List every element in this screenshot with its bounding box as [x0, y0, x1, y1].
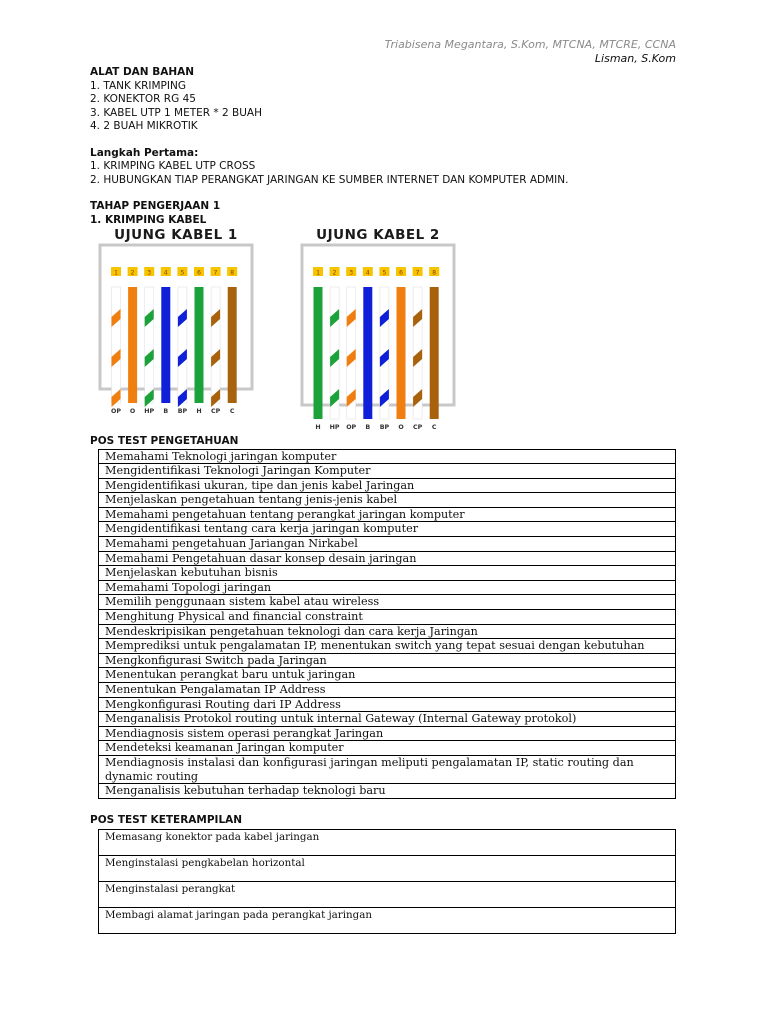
wire — [430, 287, 439, 419]
wire — [112, 287, 121, 403]
table-cell: Memahami Teknologi jaringan komputer — [99, 449, 676, 464]
pin-number: 8 — [432, 269, 437, 277]
table-row — [99, 537, 676, 552]
table-cell: Menginstalasi pengkabelan horizontal — [99, 856, 676, 882]
wire — [314, 287, 323, 419]
table-row — [99, 697, 676, 712]
table-row — [99, 493, 676, 508]
table-cell: Mengidentifikasi tentang cara kerja jaringan komputer — [99, 522, 676, 537]
cable-diagrams — [90, 229, 680, 429]
table-cell: Memahami pengetahuan Jariangan Nirkabel — [99, 537, 676, 552]
table-row — [99, 551, 676, 566]
table-cell: Mengidentifikasi Teknologi Jaringan Komputer — [99, 464, 676, 479]
wire-label: BP — [177, 408, 188, 415]
alat-item: 2. KONEKTOR RG 45 — [90, 93, 196, 105]
cable-diagram-1 — [96, 229, 256, 434]
langkah-item: 2. HUBUNGKAN TIAP PERANGKAT JARINGAN KE SUMBER INTERNET DAN KOMPUTER ADMIN. — [90, 173, 569, 186]
cable-2-wiring — [298, 229, 458, 429]
table-row — [99, 566, 676, 581]
table-row — [99, 784, 676, 799]
table-row — [99, 741, 676, 756]
pengetahuan-table — [98, 449, 676, 799]
diagram-2-title: UJUNG KABEL 2 — [316, 227, 440, 243]
table-cell: Memilih penggunaan sistem kabel atau wireless — [99, 595, 676, 610]
pin-number: 2 — [332, 269, 337, 277]
table-cell: Memprediksi untuk pengalamatan IP, menentukan switch yang tepat sesuai dengan kebutuhan — [99, 639, 676, 654]
table-cell: Mendiagnosis sistem operasi perangkat Jaringan — [99, 726, 676, 741]
table-row — [99, 830, 676, 856]
table-row — [99, 522, 676, 537]
alat-item: 3. KABEL UTP 1 METER * 2 BUAH — [90, 106, 262, 119]
wire — [178, 287, 187, 403]
table-cell: Menentukan Pengalamatan IP Address — [99, 683, 676, 698]
wire — [363, 287, 372, 419]
table-row — [99, 580, 676, 595]
langkah-title: Langkah Pertama: — [90, 146, 199, 159]
wire — [228, 287, 237, 403]
table-cell: Memahami Topologi jaringan — [99, 580, 676, 595]
table-row — [99, 595, 676, 610]
pin-number: 5 — [382, 269, 387, 277]
table-cell: Mendeskripisikan pengetahuan teknologi dan cara kerja Jaringan — [99, 624, 676, 639]
wire-label: C — [431, 424, 437, 429]
pin-number: 2 — [130, 269, 135, 277]
wire-label: HP — [329, 424, 340, 429]
langkah-item: 1. KRIMPING KABEL UTP CROSS — [90, 160, 256, 172]
wire-label: H — [315, 424, 321, 429]
author-line-1: Triabisena Megantara, S.Kom, MTCNA, MTCRE, CCNA — [384, 38, 676, 51]
table-row — [99, 449, 676, 464]
table-row — [99, 712, 676, 727]
table-row — [99, 639, 676, 654]
pin-number: 4 — [365, 269, 370, 277]
diagram-1-title: UJUNG KABEL 1 — [114, 227, 238, 243]
wire-label: HP — [144, 408, 155, 415]
alat-item: 4. 2 BUAH MIKROTIK — [90, 120, 198, 132]
pin-number: 1 — [114, 269, 118, 277]
table-row — [99, 755, 676, 783]
tahap-subtitle: 1. KRIMPING KABEL — [90, 213, 207, 226]
table-row — [99, 610, 676, 625]
pin-number: 7 — [213, 269, 218, 277]
wire — [128, 287, 137, 403]
wire — [145, 287, 154, 403]
wire — [161, 287, 170, 403]
table-cell: Menentukan perangkat baru untuk jaringan — [99, 668, 676, 683]
document-body — [90, 66, 680, 934]
wire-label: O — [398, 424, 404, 429]
pin-number: 1 — [316, 269, 320, 277]
table-cell: Mendeteksi keamanan Jaringan komputer — [99, 741, 676, 756]
table-row — [99, 653, 676, 668]
alat-item: 1. TANK KRIMPING — [90, 79, 186, 92]
table-cell: Mendiagnosis instalasi dan konfigurasi jaringan meliputi pengalamatan IP, static routing dan dynamic routing — [99, 755, 676, 783]
pin-number: 8 — [230, 269, 235, 277]
pin-number: 5 — [180, 269, 185, 277]
keterampilan-table — [98, 829, 676, 934]
table-cell: Menginstalasi perangkat — [99, 882, 676, 908]
alat-title: ALAT DAN BAHAN — [90, 66, 195, 78]
table-row — [99, 464, 676, 479]
tahap-title: TAHAP PENGERJAAN 1 — [90, 200, 221, 212]
pin-number: 4 — [163, 269, 168, 277]
wire — [211, 287, 220, 403]
cable-diagram-2 — [298, 229, 458, 434]
table-cell: Menganalisis Protokol routing untuk internal Gateway (Internal Gateway protokol) — [99, 712, 676, 727]
table-row — [99, 908, 676, 934]
wire-label: OP — [346, 424, 357, 429]
wire-label: B — [163, 408, 169, 415]
table-row — [99, 507, 676, 522]
table-cell: Menjelaskan pengetahuan tentang jenis-jenis kabel — [99, 493, 676, 508]
table-cell: Menganalisis kebutuhan terhadap teknologi baru — [99, 784, 676, 799]
table-cell: Mengkonfigurasi Switch pada Jaringan — [99, 653, 676, 668]
wire-label: H — [196, 408, 202, 415]
wire-label: OP — [111, 408, 121, 415]
pengetahuan-title: POS TEST PENGETAHUAN — [90, 435, 239, 447]
table-row — [99, 624, 676, 639]
table-cell: Mengkonfigurasi Routing dari IP Address — [99, 697, 676, 712]
wire-label: BP — [379, 424, 390, 429]
pin-number: 3 — [349, 269, 354, 277]
table-row — [99, 668, 676, 683]
table-cell: Membagi alamat jaringan pada perangkat jaringan — [99, 908, 676, 934]
table-row — [99, 856, 676, 882]
author-line-2: Lisman, S.Kom — [594, 52, 676, 65]
keterampilan-title: POS TEST KETERAMPILAN — [90, 813, 243, 826]
pin-number: 6 — [197, 269, 201, 277]
cable-1-wiring — [96, 229, 256, 429]
table-row — [99, 683, 676, 698]
table-row — [99, 882, 676, 908]
wire-label: CP — [412, 424, 423, 429]
table-cell: Memahami Pengetahuan dasar konsep desain jaringan — [99, 551, 676, 566]
wire — [397, 287, 406, 419]
pin-number: 6 — [399, 269, 403, 277]
table-row — [99, 726, 676, 741]
pin-number: 7 — [415, 269, 420, 277]
wire-label: B — [365, 424, 371, 429]
pin-number: 3 — [147, 269, 152, 277]
wire-label: O — [129, 408, 136, 415]
wire — [195, 287, 204, 403]
table-cell: Menjelaskan kebutuhan bisnis — [99, 566, 676, 581]
table-cell: Memasang konektor pada kabel jaringan — [99, 830, 676, 856]
wire-label: CP — [210, 408, 221, 415]
wire-label: C — [229, 408, 235, 415]
table-cell: Mengidentifikasi ukuran, tipe dan jenis kabel Jaringan — [99, 478, 676, 493]
table-cell: Menghitung Physical and financial constraint — [99, 610, 676, 625]
table-row — [99, 478, 676, 493]
table-cell: Memahami pengetahuan tentang perangkat jaringan komputer — [99, 507, 676, 522]
